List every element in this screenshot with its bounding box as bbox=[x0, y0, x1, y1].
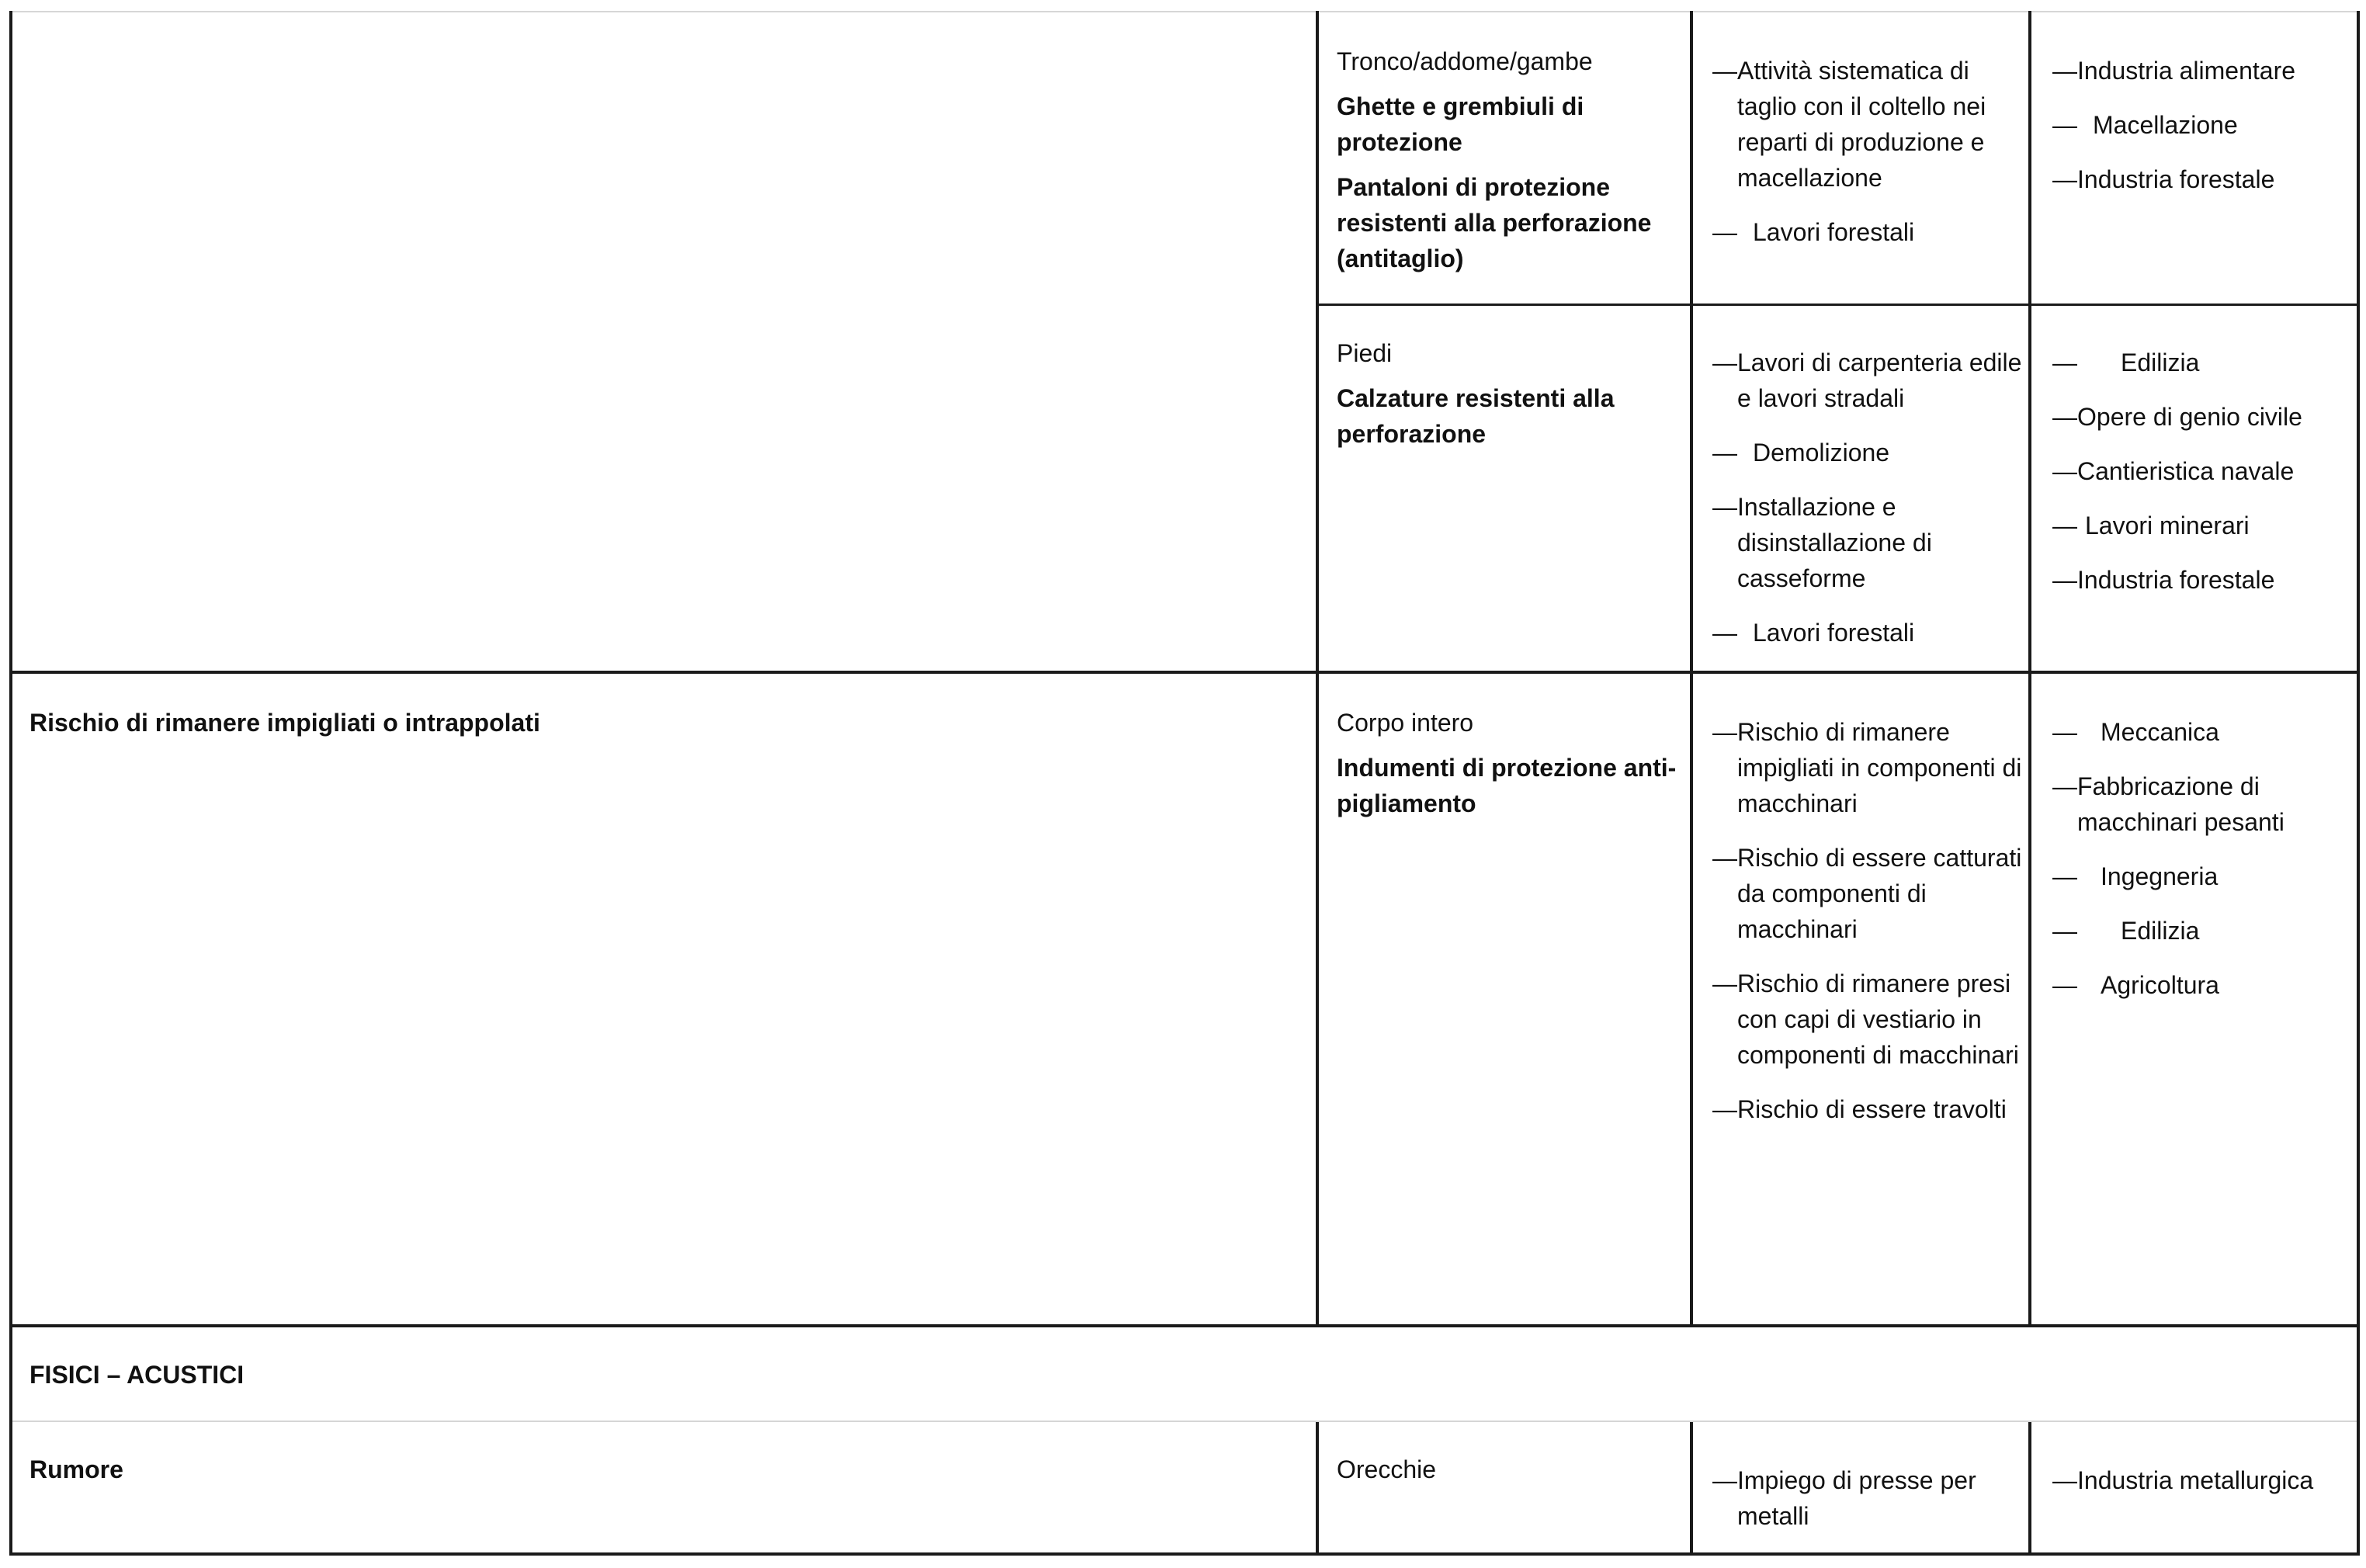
dash-glyph: — bbox=[1712, 1466, 1737, 1494]
cell-tronco-settori bbox=[2052, 53, 2347, 216]
col-sep-3 bbox=[2028, 11, 2031, 1326]
dash-glyph: — bbox=[1712, 844, 1737, 872]
list-item: — Macellazione bbox=[2052, 107, 2347, 143]
dash-glyph: — bbox=[1712, 493, 1737, 521]
dash-glyph: — bbox=[1712, 619, 1737, 647]
list-item: — Agricoltura bbox=[2052, 967, 2347, 1003]
rule-before-section bbox=[9, 1324, 2360, 1327]
list-item: — Demolizione bbox=[1712, 435, 2023, 470]
list-item: — Attività sistematica di taglio con il coltello nei reparti di produzione e macellazione bbox=[1712, 53, 2023, 196]
cell-impigliati-settori bbox=[2052, 714, 2347, 1022]
cell-piedi-settori bbox=[2052, 345, 2347, 616]
col-sep-3b bbox=[2028, 1422, 2031, 1556]
list-item: — Ingegneria bbox=[2052, 859, 2347, 894]
table-border-bottom bbox=[9, 1552, 2360, 1556]
list-item: — Industria metallurgica bbox=[2052, 1462, 2355, 1498]
dash-glyph: — bbox=[2052, 566, 2077, 594]
list-item: — Rischio di essere catturati da componenti di macchinari bbox=[1712, 840, 2023, 947]
dash-glyph: — bbox=[2052, 718, 2077, 746]
dash-glyph: — bbox=[2052, 111, 2077, 139]
col-sep-2 bbox=[1690, 11, 1693, 1326]
dash-glyph: — bbox=[1712, 218, 1737, 246]
dash-glyph: — bbox=[1712, 970, 1737, 997]
cell-rumore-area bbox=[1337, 1452, 1678, 1487]
cell-rumore-settori bbox=[2052, 1462, 2355, 1517]
dpi-label: Indumenti di protezione anti- pigliamento bbox=[1337, 754, 1677, 817]
body-area-label: Tronco/addome/gambe bbox=[1337, 47, 1593, 75]
dash-glyph: — bbox=[1712, 1095, 1737, 1123]
risk-label: Rischio di rimanere impigliati o intrappolati bbox=[29, 709, 540, 737]
risk-label: Rumore bbox=[29, 1455, 123, 1483]
list-item: — Lavori forestali bbox=[1712, 214, 2023, 250]
dash-glyph: — bbox=[2052, 862, 2077, 890]
dash-glyph: — bbox=[2052, 457, 2077, 485]
cell-piedi-area bbox=[1337, 335, 1678, 452]
cell-rumore bbox=[29, 1452, 1303, 1487]
cell-impigliati-attivita bbox=[1712, 714, 2023, 1146]
rule-before-impigliati bbox=[9, 671, 2360, 674]
cell-impigliati-area bbox=[1337, 705, 1678, 821]
rule-after-section bbox=[12, 1421, 2357, 1422]
list-item: — Industria forestale bbox=[2052, 161, 2347, 197]
cell-piedi-attivita bbox=[1712, 345, 2023, 669]
cell-tronco-area bbox=[1337, 43, 1678, 276]
dash-glyph: — bbox=[2052, 349, 2077, 376]
dash-glyph: — bbox=[2052, 917, 2077, 945]
col-sep-1b bbox=[1316, 1422, 1319, 1556]
list-item: — Opere di genio civile bbox=[2052, 399, 2347, 435]
list-item: — Rischio di essere travolti bbox=[1712, 1091, 2023, 1127]
rule-tronco-piedi bbox=[1316, 304, 2360, 306]
dash-glyph: — bbox=[2052, 403, 2077, 431]
list-item: — Lavori di carpenteria edile e lavori stradali bbox=[1712, 345, 2023, 416]
dash-glyph: — bbox=[2052, 971, 2077, 999]
dash-glyph: — bbox=[2052, 772, 2077, 800]
list-item: — Impiego di presse per metalli bbox=[1712, 1462, 2023, 1534]
section-title: FISICI – ACUSTICI bbox=[29, 1361, 245, 1389]
list-item: — Rischio di rimanere impigliati in componenti di macchinari bbox=[1712, 714, 2023, 821]
list-item: — Meccanica bbox=[2052, 714, 2347, 750]
col-sep-2b bbox=[1690, 1422, 1693, 1556]
body-area-label: Corpo intero bbox=[1337, 709, 1474, 737]
cell-rumore-attivita bbox=[1712, 1462, 2023, 1552]
list-item: — Rischio di rimanere presi con capi di vestiario in componenti di macchinari bbox=[1712, 966, 2023, 1073]
dash-glyph: — bbox=[1712, 439, 1737, 467]
list-item: — Edilizia bbox=[2052, 345, 2347, 380]
cell-rischio-impigliati bbox=[29, 705, 1303, 741]
top-rule bbox=[11, 11, 2358, 12]
col-sep-1 bbox=[1316, 11, 1319, 1326]
list-item: — Installazione e disinstallazione di casseforme bbox=[1712, 489, 2023, 596]
dpi-label: Ghette e grembiuli di protezione bbox=[1337, 92, 1584, 156]
list-item: — Industria forestale bbox=[2052, 562, 2347, 598]
dash-glyph: — bbox=[2052, 512, 2077, 539]
dash-glyph: — bbox=[2052, 57, 2077, 85]
dash-glyph: — bbox=[2052, 165, 2077, 193]
dash-glyph: — bbox=[1712, 57, 1737, 85]
dpi-label: Pantaloni di protezione resistenti alla perforazione (antitaglio) bbox=[1337, 173, 1652, 272]
list-item: — Cantieristica navale bbox=[2052, 453, 2347, 489]
list-item: — Industria alimentare bbox=[2052, 53, 2347, 88]
dash-glyph: — bbox=[2052, 1466, 2077, 1494]
cell-tronco-attivita bbox=[1712, 53, 2023, 269]
list-item: — Lavori forestali bbox=[1712, 615, 2023, 650]
list-item: — Lavori minerari bbox=[2052, 508, 2347, 543]
list-item: — Fabbricazione di macchinari pesanti bbox=[2052, 768, 2347, 840]
dpi-label: Calzature resistenti alla perforazione bbox=[1337, 384, 1615, 448]
body-area-label: Piedi bbox=[1337, 339, 1393, 367]
list-item: — Edilizia bbox=[2052, 913, 2347, 949]
dash-glyph: — bbox=[1712, 718, 1737, 746]
body-area-label: Orecchie bbox=[1337, 1455, 1437, 1483]
dash-glyph: — bbox=[1712, 349, 1737, 376]
